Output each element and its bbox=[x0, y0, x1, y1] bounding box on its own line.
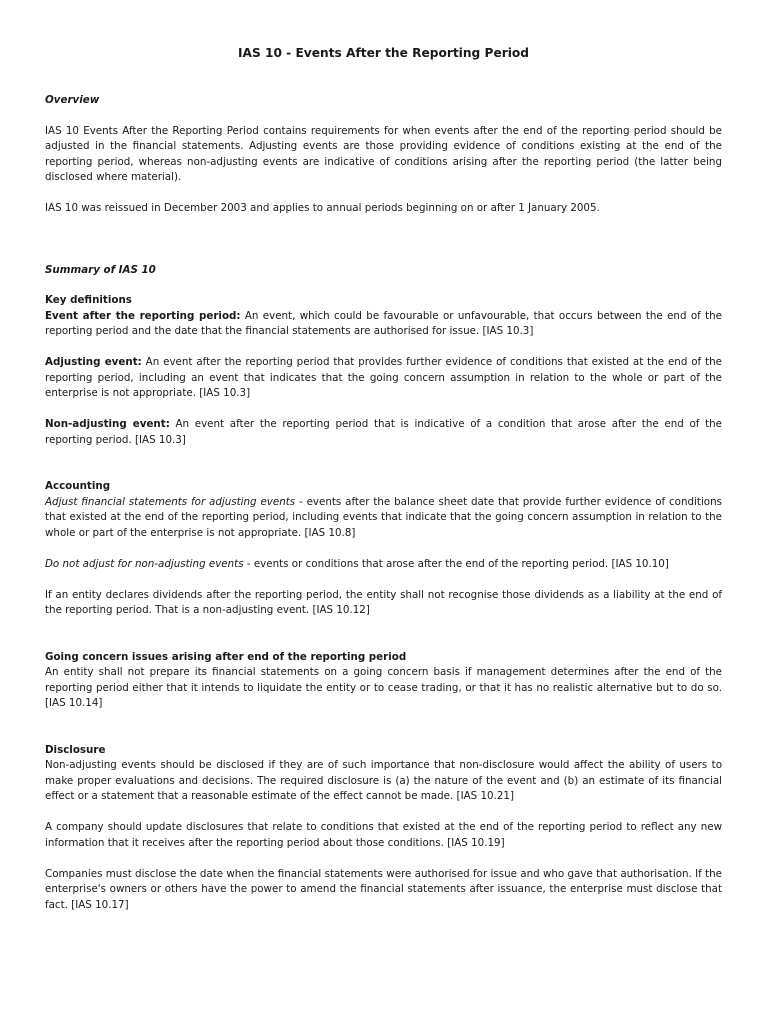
key-definitions-heading: Key definitions bbox=[45, 294, 132, 306]
accounting-item bbox=[45, 557, 722, 573]
accounting-item bbox=[45, 495, 722, 542]
going-concern-paragraph: An entity shall not prepare its financial statements on a going concern basis if management determines after the end of the reporting period either that it intends to liquidate the entity or to cease trading, or that it has no realistic alternative but to do so. [IAS 10.14] bbox=[45, 666, 722, 709]
accounting-item-lead: Do not adjust for non-adjusting events bbox=[45, 557, 244, 570]
disclosure-heading: Disclosure bbox=[45, 743, 106, 756]
accounting-heading: Accounting bbox=[45, 480, 111, 492]
definition-term: Adjusting event: bbox=[45, 356, 142, 368]
going-concern-heading: Going concern issues arising after end of the reporting period bbox=[45, 650, 407, 663]
overview-paragraph-1: IAS 10 Events After the Reporting Period contains requirements for when events after the end of the reporting period should be adjusted in the financial statements. Adjusting events are those providing evidence of conditions existing at the end of the reporting period, whereas non-adjusting events are indicative of conditions arising after the reporting period (the latter being disclosed where material). bbox=[45, 124, 722, 183]
accounting-item-text: - events or conditions that arose after the end of the reporting period. [IAS 10.10] bbox=[243, 557, 669, 570]
overview-paragraph-2: IAS 10 was reissued in December 2003 and applies to annual periods beginning on or after 1 January 2005. bbox=[45, 202, 600, 214]
overview-heading: Overview bbox=[45, 94, 100, 106]
disclosure-paragraph-2: A company should update disclosures that relate to conditions that existed at the end of the reporting period to reflect any new information that it receives after the reporting period about those conditions. [IAS 10.19] bbox=[45, 821, 722, 849]
definition-text: An event after the reporting period that provides further evidence of conditions that existed at the end of the reporting period, including an event that indicates that the going concern assumption in relation to the whole or part of the enterprise is not appropriate. [IAS 10.3] bbox=[45, 356, 722, 399]
disclosure-paragraph-1: Non-adjusting events should be disclosed if they are of such importance that non-disclosure would affect the ability of users to make proper evaluations and decisions. The required disclosure is (a) the nature of the event and (b) an estimate of its financial effect or a statement that a reasonable estimate of the effect cannot be made. [IAS 10.21] bbox=[45, 759, 722, 802]
document-page bbox=[45, 44, 722, 913]
definition-term: Non-adjusting event: bbox=[45, 418, 170, 430]
definition-text: An event after the reporting period that is indicative of a condition that arose after the end of the reporting period. [IAS 10.3] bbox=[45, 418, 722, 446]
accounting-item-text: - events after the balance sheet date that provide further evidence of conditions that existed at the end of the reporting period, including events that indicate that the going concern assumption in relation to the whole or part of the enterprise is not appropriate. [IAS 10.8] bbox=[45, 495, 722, 539]
definition-item bbox=[45, 355, 722, 402]
accounting-dividends-paragraph: If an entity declares dividends after the reporting period, the entity shall not recognise those dividends as a liability at the end of the reporting period. That is a non-adjusting event. [IAS 10.12] bbox=[45, 588, 722, 616]
definition-item bbox=[45, 309, 722, 340]
definition-item bbox=[45, 417, 722, 448]
summary-heading: Summary of IAS 10 bbox=[45, 263, 156, 276]
definition-text: An event, which could be favourable or unfavourable, that occurs between the end of the reporting period and the date that the financial statements are authorised for issue. [IAS 10.3] bbox=[45, 309, 723, 337]
definition-term: Event after the reporting period: bbox=[45, 309, 241, 322]
document-title: IAS 10 - Events After the Reporting Period bbox=[237, 46, 529, 60]
disclosure-paragraph-3: Companies must disclose the date when the financial statements were authorised for issue and who gave that authorisation. If the enterprise's owners or others have the power to amend the financial statements after issuance, the enterprise must disclose that fact. [IAS 10.17] bbox=[45, 867, 722, 911]
accounting-item-lead: Adjust financial statements for adjusting events bbox=[45, 495, 296, 508]
